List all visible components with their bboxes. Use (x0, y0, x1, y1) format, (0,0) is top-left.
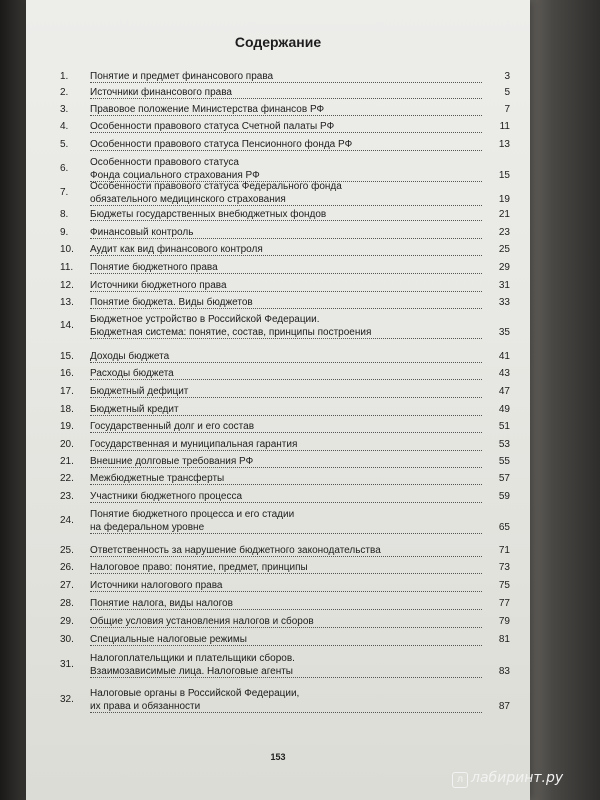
toc-entry-page: 49 (498, 404, 510, 415)
toc-entry (60, 385, 510, 398)
toc-entry-number: 31. (60, 659, 74, 670)
toc-entry-page: 15 (498, 170, 510, 181)
toc-entry-number: 12. (60, 280, 74, 291)
toc-entry (60, 633, 510, 646)
toc-entry-page: 87 (498, 701, 510, 712)
book-page (26, 0, 530, 800)
toc-leader-line (90, 291, 482, 292)
toc-entry-title-line: Межбюджетные трансферты (90, 473, 225, 484)
toc-entry (60, 544, 510, 557)
toc-entry-page: 77 (498, 598, 510, 609)
toc-leader-line (90, 712, 482, 713)
toc-leader-line (90, 115, 482, 116)
toc-leader-line (90, 150, 482, 151)
toc-entry-title-line: обязательного медицинского страхования (90, 194, 286, 205)
toc-entry-page: 51 (498, 421, 510, 432)
watermark-text: лабиринт.ру (471, 770, 564, 786)
toc-leader-line (90, 556, 482, 557)
toc-entry-page: 19 (498, 194, 510, 205)
toc-entry-title-line: Бюджеты государственных внебюджетных фондов (90, 209, 327, 220)
toc-entry-number: 16. (60, 368, 74, 379)
toc-entry (60, 615, 510, 628)
toc-entry-title-line: Взаимозависимые лица. Налоговые агенты (90, 666, 293, 677)
toc-leader-line (90, 502, 482, 503)
toc-entry (60, 508, 510, 534)
toc-entry (60, 103, 510, 116)
toc-entry-page: 65 (498, 522, 510, 533)
toc-entry-number: 21. (60, 456, 74, 467)
toc-leader-line (90, 82, 482, 83)
toc-entry (60, 652, 510, 678)
background-left (0, 0, 28, 800)
toc-entry-title-line: Понятие бюджета. Виды бюджетов (90, 297, 253, 308)
toc-entry-page: 57 (498, 473, 510, 484)
toc-leader-line (90, 573, 482, 574)
toc-entry-page: 53 (498, 439, 510, 450)
toc-entry-page: 25 (498, 244, 510, 255)
toc-leader-line (90, 533, 482, 534)
toc-entry-title-line: Общие условия установления налогов и сборов (90, 616, 314, 627)
toc-leader-line (90, 308, 482, 309)
toc-entry-page: 11 (499, 121, 510, 132)
toc-entry-title-line: Особенности правового статуса Счетной палаты РФ (90, 121, 335, 132)
toc-entry-number: 24. (60, 515, 74, 526)
toc-entry-title (90, 652, 460, 678)
toc-leader-line (90, 397, 482, 398)
toc-entry (60, 86, 510, 99)
toc-entry-number: 14. (60, 320, 74, 331)
toc-leader-line (90, 645, 482, 646)
toc-entry-title-line: Финансовый контроль (90, 227, 194, 238)
toc-entry-number: 10. (60, 244, 74, 255)
toc-entry-page: 79 (498, 616, 510, 627)
toc-entry (60, 226, 510, 239)
toc-entry-title-line: Ответственность за нарушение бюджетного законодательства (90, 545, 381, 556)
toc-entry-page: 7 (504, 104, 510, 115)
toc-entry-title-line: Понятие налога, виды налогов (90, 598, 233, 609)
toc-entry-page: 47 (498, 386, 510, 397)
toc-entry-title-line: Налогоплательщики и плательщики сборов. (90, 653, 295, 664)
toc-leader-line (90, 415, 482, 416)
toc-entry-title-line: Специальные налоговые режимы (90, 634, 247, 645)
toc-entry-number: 13. (60, 297, 74, 308)
toc-entry-title-line: Источники бюджетного права (90, 280, 227, 291)
toc-leader-line (90, 591, 482, 592)
background-right (520, 0, 600, 800)
toc-entry-title-line: Источники финансового права (90, 87, 232, 98)
toc-entry-number: 17. (60, 386, 74, 397)
toc-entry-title (90, 508, 460, 534)
toc-entry-title-line: Расходы бюджета (90, 368, 174, 379)
toc-entry-number: 32. (60, 694, 74, 705)
toc-entry-page: 21 (498, 209, 510, 220)
toc-entry-page: 75 (498, 580, 510, 591)
toc-entry (60, 420, 510, 433)
toc-entry-number: 18. (60, 404, 74, 415)
toc-entry-title-line: Особенности правового статуса (90, 157, 239, 168)
toc-entry-title-line: Особенности правового статуса Федерального фонда (90, 181, 342, 192)
toc-entry-title-line: Внешние долговые требования РФ (90, 456, 254, 467)
toc-entry (60, 120, 510, 133)
toc-entry-title-line: Понятие бюджетного процесса и его стадии (90, 509, 295, 520)
toc-entry-title-line: Участники бюджетного процесса (90, 491, 243, 502)
toc-entry-title-line: Аудит как вид финансового контроля (90, 244, 263, 255)
toc-leader-line (90, 484, 482, 485)
toc-entry-number: 23. (60, 491, 74, 502)
toc-entry-title (90, 687, 460, 713)
toc-leader-line (90, 98, 482, 99)
toc-entry-page: 83 (498, 666, 510, 677)
toc-leader-line (90, 132, 482, 133)
watermark-logo (452, 770, 563, 788)
toc-entry-number: 28. (60, 598, 74, 609)
toc-entry (60, 367, 510, 380)
toc-entry (60, 180, 510, 206)
toc-entry-page: 43 (498, 368, 510, 379)
toc-leader-line (90, 677, 482, 678)
toc-entry-page: 23 (498, 227, 510, 238)
toc-entry-page: 13 (498, 139, 510, 150)
toc-entry (60, 261, 510, 274)
toc-entry-number: 1. (60, 71, 69, 82)
toc-entry (60, 70, 510, 83)
toc-entry-number: 20. (60, 439, 74, 450)
toc-entry-title-line: Государственная и муниципальная гарантия (90, 439, 298, 450)
toc-entry (60, 403, 510, 416)
toc-entry-title-line: Государственный долг и его состав (90, 421, 255, 432)
toc-entry-page: 31 (498, 280, 510, 291)
toc-leader-line (90, 627, 482, 628)
toc-entry-title-line: Правовое положение Министерства финансов РФ (90, 104, 325, 115)
toc-entry-page: 73 (498, 562, 510, 573)
toc-entry-title-line: Бюджетное устройство в Российской Федерации. (90, 314, 320, 325)
toc-leader-line (90, 609, 482, 610)
toc-entry-page: 3 (504, 71, 510, 82)
toc-entry-number: 6. (60, 163, 69, 174)
toc-leader-line (90, 379, 482, 380)
toc-entry-number: 25. (60, 545, 74, 556)
toc-entry-number: 11. (60, 262, 74, 273)
toc-leader-line (90, 467, 482, 468)
toc-entry-title-line: на федеральном уровне (90, 522, 205, 533)
toc-entry-title (90, 156, 460, 182)
toc-leader-line (90, 205, 482, 206)
toc-entry (60, 313, 510, 339)
toc-leader-line (90, 273, 482, 274)
toc-entry-number: 22. (60, 473, 74, 484)
toc-entry-title-line: Понятие и предмет финансового права (90, 71, 274, 82)
toc-entry-page: 33 (498, 297, 510, 308)
toc-entry-number: 15. (60, 351, 74, 362)
toc-entry (60, 579, 510, 592)
toc-entry (60, 243, 510, 256)
toc-entry-number: 5. (60, 139, 69, 150)
toc-entry (60, 455, 510, 468)
toc-entry-title-line: Понятие бюджетного права (90, 262, 218, 273)
toc-entry-number: 9. (60, 227, 69, 238)
toc-entry-number: 29. (60, 616, 74, 627)
toc-entry (60, 296, 510, 309)
toc-entry-page: 71 (498, 545, 510, 556)
toc-entry (60, 438, 510, 451)
toc-entry-number: 26. (60, 562, 74, 573)
page-title: Содержание (234, 34, 322, 50)
toc-entry-title-line: Налоговые органы в Российской Федерации, (90, 688, 300, 699)
toc-entry-title-line: Особенности правового статуса Пенсионного фонда РФ (90, 139, 353, 150)
toc-entry-title-line: Фонда социального страхования РФ (90, 170, 260, 181)
toc-entry-title-line: их права и обязанности (90, 701, 201, 712)
toc-entry (60, 208, 510, 221)
toc-entry (60, 156, 510, 182)
toc-leader-line (90, 338, 482, 339)
toc-entry-number: 19. (60, 421, 74, 432)
toc-entry-title-line: Бюджетный кредит (90, 404, 179, 415)
toc-entry-title-line: Бюджетная система: понятие, состав, принципы построения (90, 327, 372, 338)
toc-entry-number: 8. (60, 209, 69, 220)
toc-entry (60, 687, 510, 713)
toc-leader-line (90, 432, 482, 433)
toc-entry-title (90, 180, 460, 206)
toc-leader-line (90, 255, 482, 256)
toc-entry-number: 3. (60, 104, 69, 115)
toc-entry-number: 27. (60, 580, 74, 591)
toc-leader-line (90, 450, 482, 451)
toc-entry (60, 597, 510, 610)
toc-entry-page: 29 (498, 262, 510, 273)
toc-entry-number: 4. (60, 121, 69, 132)
toc-entry-title-line: Бюджетный дефицит (90, 386, 189, 397)
toc-entry-title-line: Доходы бюджета (90, 351, 170, 362)
labirint-logo-icon: л (452, 772, 468, 788)
toc-leader-line (90, 362, 482, 363)
toc-entry (60, 472, 510, 485)
toc-entry-title-line: Налоговое право: понятие, предмет, принципы (90, 562, 308, 573)
toc-entry (60, 350, 510, 363)
toc-entry-number: 30. (60, 634, 74, 645)
toc-entry-page: 59 (498, 491, 510, 502)
toc-entry-title-line: Источники налогового права (90, 580, 223, 591)
toc-leader-line (90, 238, 482, 239)
toc-entry-number: 2. (60, 87, 69, 98)
toc-entry-page: 81 (498, 634, 510, 645)
toc-entry-title (90, 313, 460, 339)
toc-entry-page: 35 (498, 327, 510, 338)
toc-entry-page: 55 (498, 456, 510, 467)
toc-entry-page: 41 (498, 351, 510, 362)
toc-leader-line (90, 220, 482, 221)
page-number: 153 (270, 752, 286, 762)
toc-entry-number: 7. (60, 187, 69, 198)
toc-entry (60, 561, 510, 574)
toc-entry (60, 138, 510, 151)
toc-entry (60, 490, 510, 503)
toc-entry-page: 5 (504, 87, 510, 98)
toc-entry (60, 279, 510, 292)
